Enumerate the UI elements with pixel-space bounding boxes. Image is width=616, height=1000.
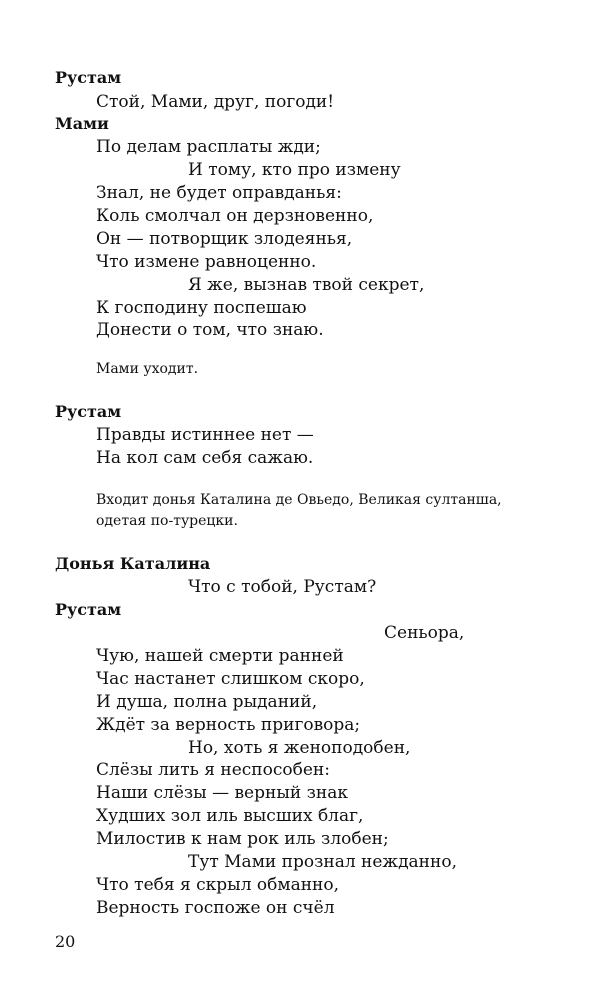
verse-line: Худших зол иль высших благ, <box>96 806 364 826</box>
verse-line: Что измене равноценно. <box>96 252 317 272</box>
verse-line: Час настанет слишком скоро, <box>96 669 365 689</box>
verse-line: И тому, кто про измену <box>188 160 401 180</box>
verse-line: Что тебя я скрыл обманно, <box>96 875 340 895</box>
verse-line: Тут Мами прознал нежданно, <box>188 852 457 872</box>
verse-line: Стой, Мами, друг, погоди! <box>96 92 335 112</box>
page-number: 20 <box>55 932 76 951</box>
verse-line: Чую, нашей смерти ранней <box>96 646 344 666</box>
stage-direction: Мами уходит. <box>96 361 199 377</box>
verse-line: Сеньора, <box>384 623 465 643</box>
verse-line: Я же, вызнав твой секрет, <box>188 275 425 295</box>
verse-line: К господину поспешаю <box>96 298 307 318</box>
verse-line: Но, хоть я женоподобен, <box>188 738 411 758</box>
verse-line: Милостив к нам рок иль злобен; <box>96 829 389 849</box>
speaker-name: Рустам <box>55 402 122 421</box>
verse-line: Слёзы лить я неспособен: <box>96 760 330 780</box>
verse-line: На кол сам себя сажаю. <box>96 448 314 468</box>
stage-direction: Входит донья Каталина де Овьедо, Великая султанша, <box>96 492 502 508</box>
speaker-name: Рустам <box>55 68 122 87</box>
verse-line: Он — потворщик злодеянья, <box>96 229 353 249</box>
verse-line: Что с тобой, Рустам? <box>188 577 377 597</box>
verse-line: По делам расплаты жди; <box>96 137 321 157</box>
verse-line: Ждёт за верность приговора; <box>96 715 361 735</box>
speaker-name: Донья Каталина <box>55 554 211 573</box>
stage-direction: одетая по-турецки. <box>96 513 238 529</box>
verse-line: Наши слёзы — верный знак <box>96 783 348 803</box>
verse-line: И душа, полна рыданий, <box>96 692 318 712</box>
speaker-name: Мами <box>55 114 109 133</box>
verse-line: Коль смолчал он дерзновенно, <box>96 206 374 226</box>
speaker-name: Рустам <box>55 600 122 619</box>
verse-line: Правды истиннее нет — <box>96 425 314 445</box>
verse-line: Верность госпоже он счёл <box>96 898 335 918</box>
verse-line: Знал, не будет оправданья: <box>96 183 342 203</box>
verse-line: Донести о том, что знаю. <box>96 320 324 340</box>
